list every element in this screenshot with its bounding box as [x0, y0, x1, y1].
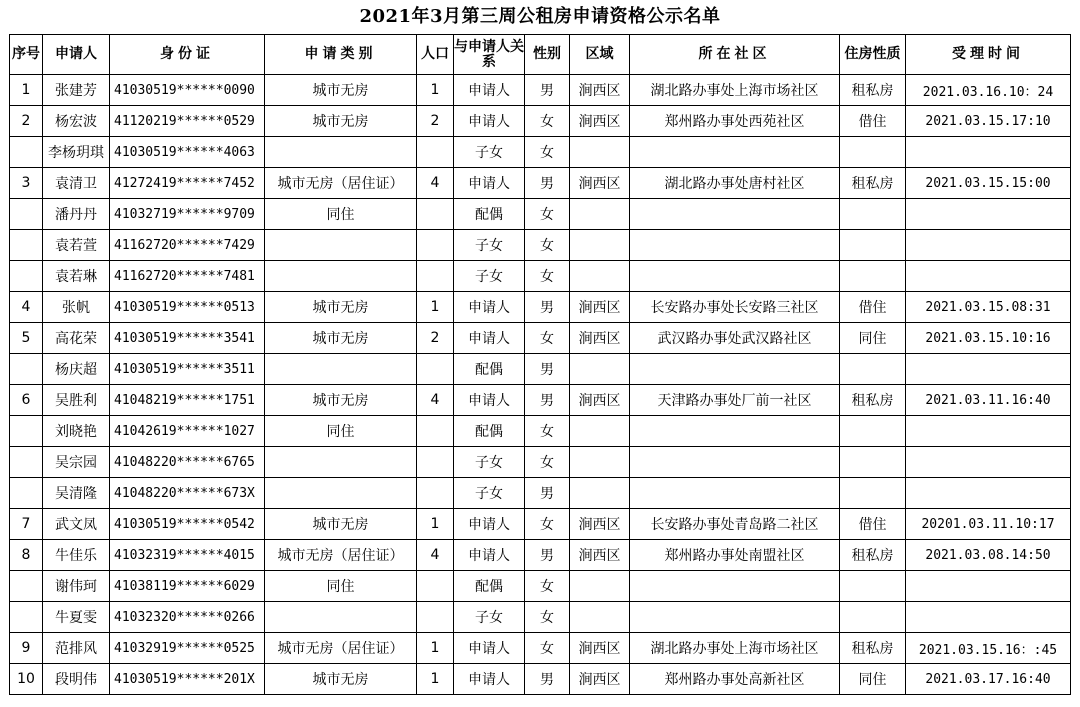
cell-time	[906, 478, 1071, 509]
cell-name: 吴宗园	[43, 447, 110, 478]
table-row	[10, 416, 1071, 447]
cell-category: 城市无房	[265, 664, 417, 695]
cell-community: 武汉路办事处武汉路社区	[630, 323, 840, 354]
cell-housing: 租私房	[840, 385, 906, 416]
cell-name: 牛佳乐	[43, 540, 110, 571]
cell-people	[417, 447, 454, 478]
cell-relation: 申请人	[454, 323, 525, 354]
cell-time	[906, 199, 1071, 230]
cell-community	[630, 571, 840, 602]
cell-district: 涧西区	[570, 509, 630, 540]
cell-category	[265, 478, 417, 509]
cell-name: 杨庆超	[43, 354, 110, 385]
cell-people	[417, 137, 454, 168]
cell-people: 2	[417, 106, 454, 137]
table-row	[10, 354, 1071, 385]
cell-people: 4	[417, 540, 454, 571]
cell-time: 20201.03.11.10:17	[906, 509, 1071, 540]
cell-relation: 子女	[454, 137, 525, 168]
cell-name: 高花荣	[43, 323, 110, 354]
cell-id: 41030519******0090	[110, 75, 265, 106]
cell-seq: 10	[10, 664, 43, 695]
table-row	[10, 292, 1071, 323]
header-time: 受理时间	[906, 35, 1071, 75]
cell-district: 涧西区	[570, 323, 630, 354]
cell-category: 城市无房	[265, 509, 417, 540]
cell-community	[630, 447, 840, 478]
cell-id: 41120219******0529	[110, 106, 265, 137]
cell-district: 涧西区	[570, 75, 630, 106]
cell-housing: 借住	[840, 106, 906, 137]
cell-name: 吴清隆	[43, 478, 110, 509]
cell-district: 涧西区	[570, 106, 630, 137]
cell-district	[570, 447, 630, 478]
cell-id: 41162720******7481	[110, 261, 265, 292]
cell-people: 1	[417, 633, 454, 664]
cell-community: 郑州路办事处西苑社区	[630, 106, 840, 137]
cell-category: 城市无房（居住证）	[265, 168, 417, 199]
cell-time: 2021.03.15.08:31	[906, 292, 1071, 323]
cell-name: 段明伟	[43, 664, 110, 695]
cell-district: 涧西区	[570, 292, 630, 323]
cell-people: 1	[417, 509, 454, 540]
cell-housing	[840, 261, 906, 292]
table-row	[10, 633, 1071, 664]
header-relation: 与申请人关系	[454, 35, 525, 75]
cell-name: 吴胜利	[43, 385, 110, 416]
cell-housing	[840, 230, 906, 261]
cell-community	[630, 199, 840, 230]
cell-name: 牛夏雯	[43, 602, 110, 633]
header-community: 所在社区	[630, 35, 840, 75]
cell-seq: 6	[10, 385, 43, 416]
cell-seq: 4	[10, 292, 43, 323]
cell-community	[630, 230, 840, 261]
cell-people	[417, 354, 454, 385]
cell-relation: 子女	[454, 478, 525, 509]
cell-community	[630, 261, 840, 292]
cell-name: 袁清卫	[43, 168, 110, 199]
cell-gender: 男	[525, 664, 570, 695]
cell-relation: 申请人	[454, 106, 525, 137]
header-row	[10, 35, 1071, 75]
cell-gender: 男	[525, 292, 570, 323]
table-row	[10, 447, 1071, 478]
cell-category: 城市无房（居住证）	[265, 633, 417, 664]
header-people: 人口	[417, 35, 454, 75]
cell-gender: 女	[525, 137, 570, 168]
cell-relation: 申请人	[454, 385, 525, 416]
header-housing: 住房性质	[840, 35, 906, 75]
cell-category	[265, 261, 417, 292]
cell-district: 涧西区	[570, 385, 630, 416]
cell-gender: 女	[525, 447, 570, 478]
cell-category: 城市无房	[265, 292, 417, 323]
table-row	[10, 664, 1071, 695]
cell-category: 城市无房	[265, 385, 417, 416]
header-id: 身份证	[110, 35, 265, 75]
table-row	[10, 323, 1071, 354]
cell-relation: 子女	[454, 230, 525, 261]
cell-id: 41272419******7452	[110, 168, 265, 199]
cell-gender: 女	[525, 323, 570, 354]
cell-time: 2021.03.16.10：24	[906, 75, 1071, 106]
header-district: 区域	[570, 35, 630, 75]
cell-community: 天津路办事处厂前一社区	[630, 385, 840, 416]
cell-seq: 9	[10, 633, 43, 664]
cell-people	[417, 199, 454, 230]
cell-people	[417, 478, 454, 509]
cell-name: 杨宏波	[43, 106, 110, 137]
cell-housing: 租私房	[840, 168, 906, 199]
cell-relation: 申请人	[454, 664, 525, 695]
cell-time: 2021.03.15.17:10	[906, 106, 1071, 137]
cell-name: 张建芳	[43, 75, 110, 106]
cell-gender: 男	[525, 354, 570, 385]
page-title: 2021年3月第三周公租房申请资格公示名单	[359, 6, 721, 27]
cell-community: 郑州路办事处南盟社区	[630, 540, 840, 571]
cell-seq: 2	[10, 106, 43, 137]
cell-gender: 女	[525, 509, 570, 540]
cell-housing: 租私房	[840, 540, 906, 571]
table-row	[10, 199, 1071, 230]
cell-housing	[840, 416, 906, 447]
table-row	[10, 261, 1071, 292]
cell-id: 41030519******201X	[110, 664, 265, 695]
cell-people: 1	[417, 664, 454, 695]
cell-time	[906, 137, 1071, 168]
cell-gender: 女	[525, 633, 570, 664]
cell-relation: 子女	[454, 447, 525, 478]
cell-district	[570, 137, 630, 168]
cell-time	[906, 261, 1071, 292]
table-row	[10, 509, 1071, 540]
cell-housing: 借住	[840, 292, 906, 323]
cell-id: 41048220******673X	[110, 478, 265, 509]
cell-time	[906, 416, 1071, 447]
cell-id: 41032319******4015	[110, 540, 265, 571]
cell-time: 2021.03.08.14:50	[906, 540, 1071, 571]
cell-community: 长安路办事处青岛路二社区	[630, 509, 840, 540]
cell-time	[906, 230, 1071, 261]
cell-community: 湖北路办事处上海市场社区	[630, 633, 840, 664]
cell-id: 41032320******0266	[110, 602, 265, 633]
cell-category	[265, 447, 417, 478]
cell-district	[570, 199, 630, 230]
cell-gender: 女	[525, 571, 570, 602]
cell-housing: 租私房	[840, 75, 906, 106]
table-row	[10, 478, 1071, 509]
cell-gender: 女	[525, 602, 570, 633]
table-row	[10, 230, 1071, 261]
cell-id: 41030519******4063	[110, 137, 265, 168]
cell-community: 长安路办事处长安路三社区	[630, 292, 840, 323]
cell-gender: 女	[525, 230, 570, 261]
cell-seq	[10, 137, 43, 168]
cell-community	[630, 354, 840, 385]
cell-id: 41048220******6765	[110, 447, 265, 478]
cell-seq: 7	[10, 509, 43, 540]
cell-id: 41048219******1751	[110, 385, 265, 416]
cell-district: 涧西区	[570, 633, 630, 664]
header-category: 申请类别	[265, 35, 417, 75]
cell-people	[417, 261, 454, 292]
cell-category: 城市无房	[265, 75, 417, 106]
cell-relation: 子女	[454, 261, 525, 292]
header-gender: 性别	[525, 35, 570, 75]
cell-people: 4	[417, 385, 454, 416]
cell-people	[417, 602, 454, 633]
table-row	[10, 540, 1071, 571]
cell-time: 2021.03.15.10:16	[906, 323, 1071, 354]
cell-category	[265, 230, 417, 261]
cell-seq	[10, 261, 43, 292]
cell-category	[265, 602, 417, 633]
cell-housing	[840, 137, 906, 168]
cell-people: 1	[417, 75, 454, 106]
cell-people: 1	[417, 292, 454, 323]
cell-time	[906, 447, 1071, 478]
applicant-table	[9, 34, 1071, 695]
cell-time: 2021.03.17.16:40	[906, 664, 1071, 695]
cell-housing: 租私房	[840, 633, 906, 664]
cell-category	[265, 137, 417, 168]
cell-community	[630, 602, 840, 633]
cell-community	[630, 137, 840, 168]
cell-name: 刘晓艳	[43, 416, 110, 447]
header-applicant: 申请人	[43, 35, 110, 75]
cell-name: 袁若萱	[43, 230, 110, 261]
cell-name: 范排风	[43, 633, 110, 664]
cell-name: 李杨玥琪	[43, 137, 110, 168]
cell-id: 41030519******0513	[110, 292, 265, 323]
table-row	[10, 602, 1071, 633]
cell-category: 城市无房	[265, 106, 417, 137]
cell-relation: 申请人	[454, 509, 525, 540]
cell-id: 41032719******9709	[110, 199, 265, 230]
cell-district	[570, 602, 630, 633]
cell-housing: 同住	[840, 323, 906, 354]
cell-gender: 男	[525, 75, 570, 106]
cell-seq: 8	[10, 540, 43, 571]
header-seq: 序号	[10, 35, 43, 75]
cell-seq	[10, 199, 43, 230]
cell-district	[570, 230, 630, 261]
cell-relation: 配偶	[454, 571, 525, 602]
cell-seq	[10, 416, 43, 447]
table-row	[10, 168, 1071, 199]
cell-gender: 女	[525, 261, 570, 292]
cell-relation: 配偶	[454, 199, 525, 230]
cell-seq	[10, 478, 43, 509]
cell-id: 41030519******3511	[110, 354, 265, 385]
cell-seq	[10, 602, 43, 633]
cell-id: 41162720******7429	[110, 230, 265, 261]
cell-housing	[840, 602, 906, 633]
cell-community: 湖北路办事处上海市场社区	[630, 75, 840, 106]
cell-seq	[10, 354, 43, 385]
cell-time: 2021.03.15.16：:45	[906, 633, 1071, 664]
table-row	[10, 75, 1071, 106]
cell-people	[417, 416, 454, 447]
cell-name: 武文凤	[43, 509, 110, 540]
cell-seq: 3	[10, 168, 43, 199]
cell-id: 41030519******3541	[110, 323, 265, 354]
cell-category: 同住	[265, 199, 417, 230]
cell-gender: 男	[525, 540, 570, 571]
cell-time	[906, 602, 1071, 633]
cell-category: 城市无房	[265, 323, 417, 354]
cell-seq	[10, 571, 43, 602]
cell-district: 涧西区	[570, 168, 630, 199]
cell-gender: 男	[525, 168, 570, 199]
cell-id: 41038119******6029	[110, 571, 265, 602]
cell-name: 袁若琳	[43, 261, 110, 292]
cell-relation: 子女	[454, 602, 525, 633]
cell-community	[630, 478, 840, 509]
cell-housing	[840, 354, 906, 385]
cell-relation: 配偶	[454, 354, 525, 385]
cell-category: 同住	[265, 416, 417, 447]
cell-district	[570, 416, 630, 447]
cell-district	[570, 261, 630, 292]
cell-id: 41042619******1027	[110, 416, 265, 447]
cell-housing	[840, 199, 906, 230]
cell-relation: 配偶	[454, 416, 525, 447]
cell-relation: 申请人	[454, 633, 525, 664]
cell-district	[570, 354, 630, 385]
cell-people: 4	[417, 168, 454, 199]
cell-gender: 女	[525, 106, 570, 137]
cell-housing: 借住	[840, 509, 906, 540]
cell-community	[630, 416, 840, 447]
cell-relation: 申请人	[454, 540, 525, 571]
table-row	[10, 137, 1071, 168]
cell-housing: 同住	[840, 664, 906, 695]
cell-people: 2	[417, 323, 454, 354]
cell-category: 同住	[265, 571, 417, 602]
cell-relation: 申请人	[454, 75, 525, 106]
cell-id: 41032919******0525	[110, 633, 265, 664]
cell-seq	[10, 230, 43, 261]
cell-housing	[840, 571, 906, 602]
cell-people	[417, 230, 454, 261]
cell-district: 涧西区	[570, 540, 630, 571]
table-body	[10, 75, 1071, 695]
cell-gender: 男	[525, 478, 570, 509]
cell-relation: 申请人	[454, 292, 525, 323]
cell-people	[417, 571, 454, 602]
cell-district	[570, 478, 630, 509]
cell-category	[265, 354, 417, 385]
cell-community: 湖北路办事处唐村社区	[630, 168, 840, 199]
table-row	[10, 106, 1071, 137]
cell-name: 谢伟珂	[43, 571, 110, 602]
cell-gender: 女	[525, 199, 570, 230]
cell-seq: 5	[10, 323, 43, 354]
cell-district	[570, 571, 630, 602]
cell-housing	[840, 478, 906, 509]
cell-id: 41030519******0542	[110, 509, 265, 540]
cell-time: 2021.03.15.15:00	[906, 168, 1071, 199]
cell-community: 郑州路办事处高新社区	[630, 664, 840, 695]
cell-gender: 女	[525, 416, 570, 447]
cell-name: 潘丹丹	[43, 199, 110, 230]
cell-name: 张帆	[43, 292, 110, 323]
cell-gender: 男	[525, 385, 570, 416]
cell-housing	[840, 447, 906, 478]
cell-time: 2021.03.11.16:40	[906, 385, 1071, 416]
cell-relation: 申请人	[454, 168, 525, 199]
cell-category: 城市无房（居住证）	[265, 540, 417, 571]
cell-time	[906, 354, 1071, 385]
cell-district: 涧西区	[570, 664, 630, 695]
cell-seq	[10, 447, 43, 478]
table-row	[10, 385, 1071, 416]
cell-time	[906, 571, 1071, 602]
table-row	[10, 571, 1071, 602]
cell-seq: 1	[10, 75, 43, 106]
